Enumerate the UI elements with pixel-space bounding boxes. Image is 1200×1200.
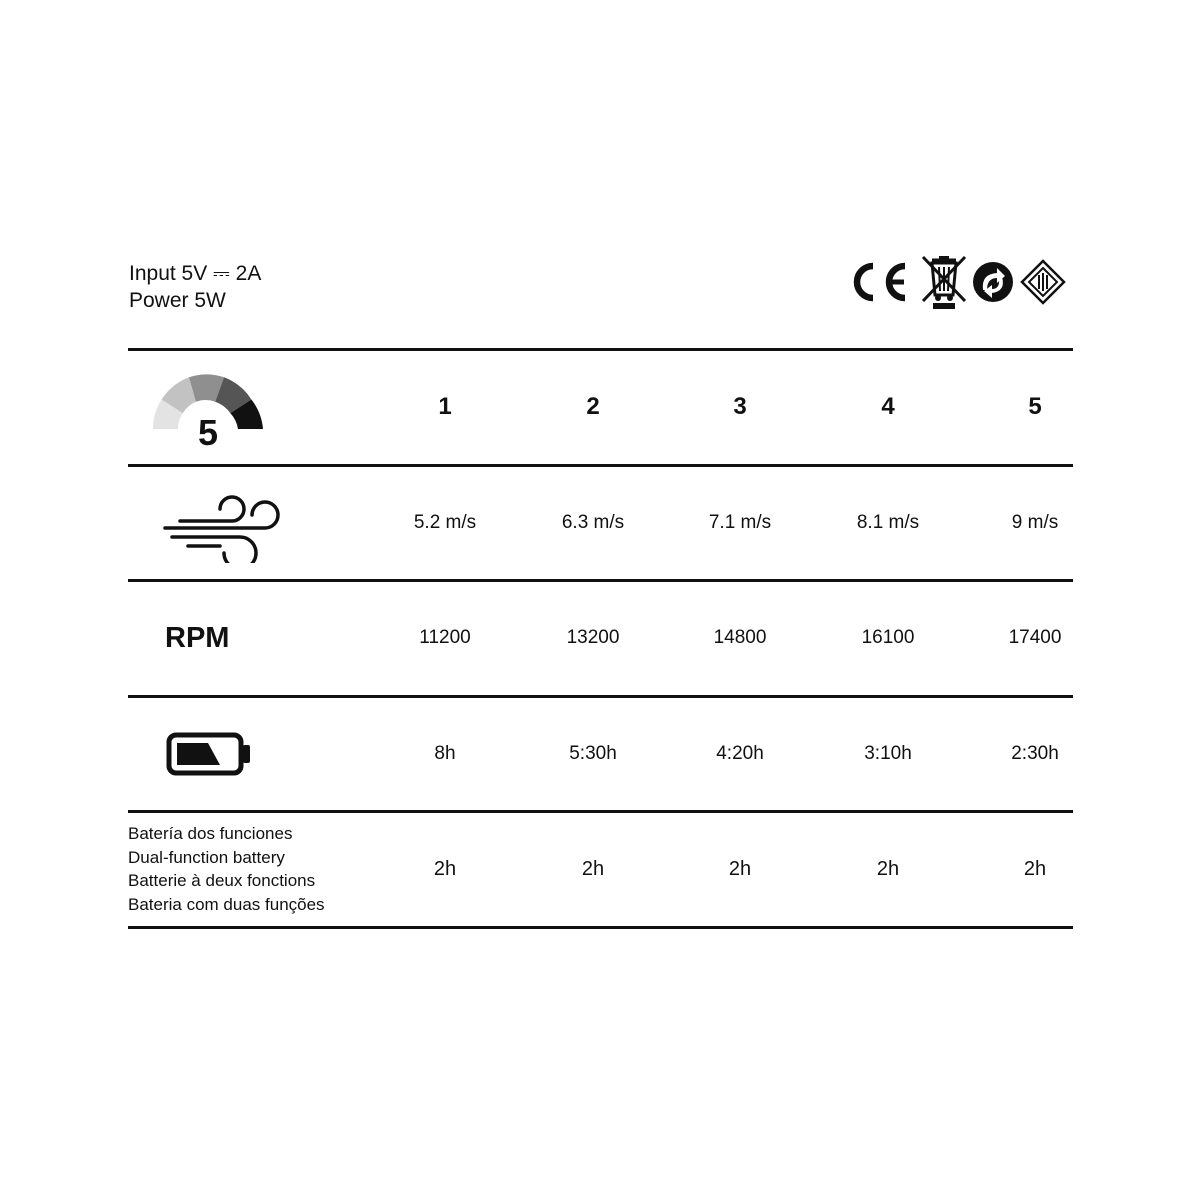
battery-autonomy-row xyxy=(128,698,1073,811)
speed-gauge-cell xyxy=(128,351,388,464)
speed-level: 5 xyxy=(1028,393,1042,421)
weee-bin-icon xyxy=(919,253,969,311)
air-speed-label-cell xyxy=(128,467,388,580)
power-spec: Power 5W xyxy=(129,289,226,312)
dual-function-value: 2h xyxy=(728,857,752,880)
speed-level: 1 xyxy=(438,393,452,421)
speed-level: 3 xyxy=(733,393,747,421)
air-speed-value: 7.1 m/s xyxy=(708,511,772,533)
battery-label-cell xyxy=(128,698,388,811)
gauge-number: 5 xyxy=(197,412,219,454)
autonomy-value: 4:20h xyxy=(716,742,764,764)
air-speed-value: 9 m/s xyxy=(1011,511,1059,533)
battery-icon xyxy=(166,729,256,779)
air-speed-value: 8.1 m/s xyxy=(856,511,920,533)
rpm-row xyxy=(128,582,1073,695)
power-specs xyxy=(129,260,261,314)
dual-function-label-en: Dual-function battery xyxy=(128,847,285,867)
speed-level: 2 xyxy=(586,393,600,421)
green-dot-icon xyxy=(971,260,1015,304)
rpm-label: RPM xyxy=(165,621,230,654)
dual-function-row xyxy=(128,813,1073,926)
autonomy-value: 8h xyxy=(434,742,456,764)
rpm-value: 17400 xyxy=(1008,627,1062,649)
certification-marks xyxy=(845,253,1067,311)
autonomy-value: 2:30h xyxy=(1011,742,1059,764)
dual-function-label-cell xyxy=(128,813,388,926)
autonomy-value: 5:30h xyxy=(569,742,617,764)
dual-function-label-fr: Batterie à deux fonctions xyxy=(128,871,316,891)
dual-function-value: 2h xyxy=(1023,857,1047,880)
air-speed-value: 5.2 m/s xyxy=(413,511,477,533)
dual-function-value: 2h xyxy=(876,857,900,880)
speed-specs-table xyxy=(128,348,1073,929)
air-speed-row xyxy=(128,467,1073,580)
ce-mark-icon xyxy=(845,257,911,307)
rpm-value: 16100 xyxy=(861,627,915,649)
table-divider xyxy=(128,926,1073,929)
dual-function-label-pt: Bateria com duas funções xyxy=(128,894,325,914)
rpm-label-cell xyxy=(128,582,388,695)
wind-icon xyxy=(160,483,300,563)
rpm-value: 14800 xyxy=(713,627,767,649)
speed-level-row xyxy=(128,351,1073,464)
dual-function-labels xyxy=(128,822,325,916)
rpm-value: 11200 xyxy=(419,627,471,649)
speed-level: 4 xyxy=(881,393,895,421)
dual-function-value: 2h xyxy=(581,857,605,880)
autonomy-value: 3:10h xyxy=(864,742,912,764)
input-spec: Input 5V ⎓ 2A xyxy=(129,262,262,285)
dual-function-value: 2h xyxy=(433,857,457,880)
speed-gauge-icon xyxy=(128,351,288,463)
dual-function-label-es: Batería dos funciones xyxy=(128,824,293,844)
air-speed-value: 6.3 m/s xyxy=(561,511,625,533)
rpm-value: 13200 xyxy=(566,627,620,649)
triman-class2-icon xyxy=(1019,258,1067,306)
